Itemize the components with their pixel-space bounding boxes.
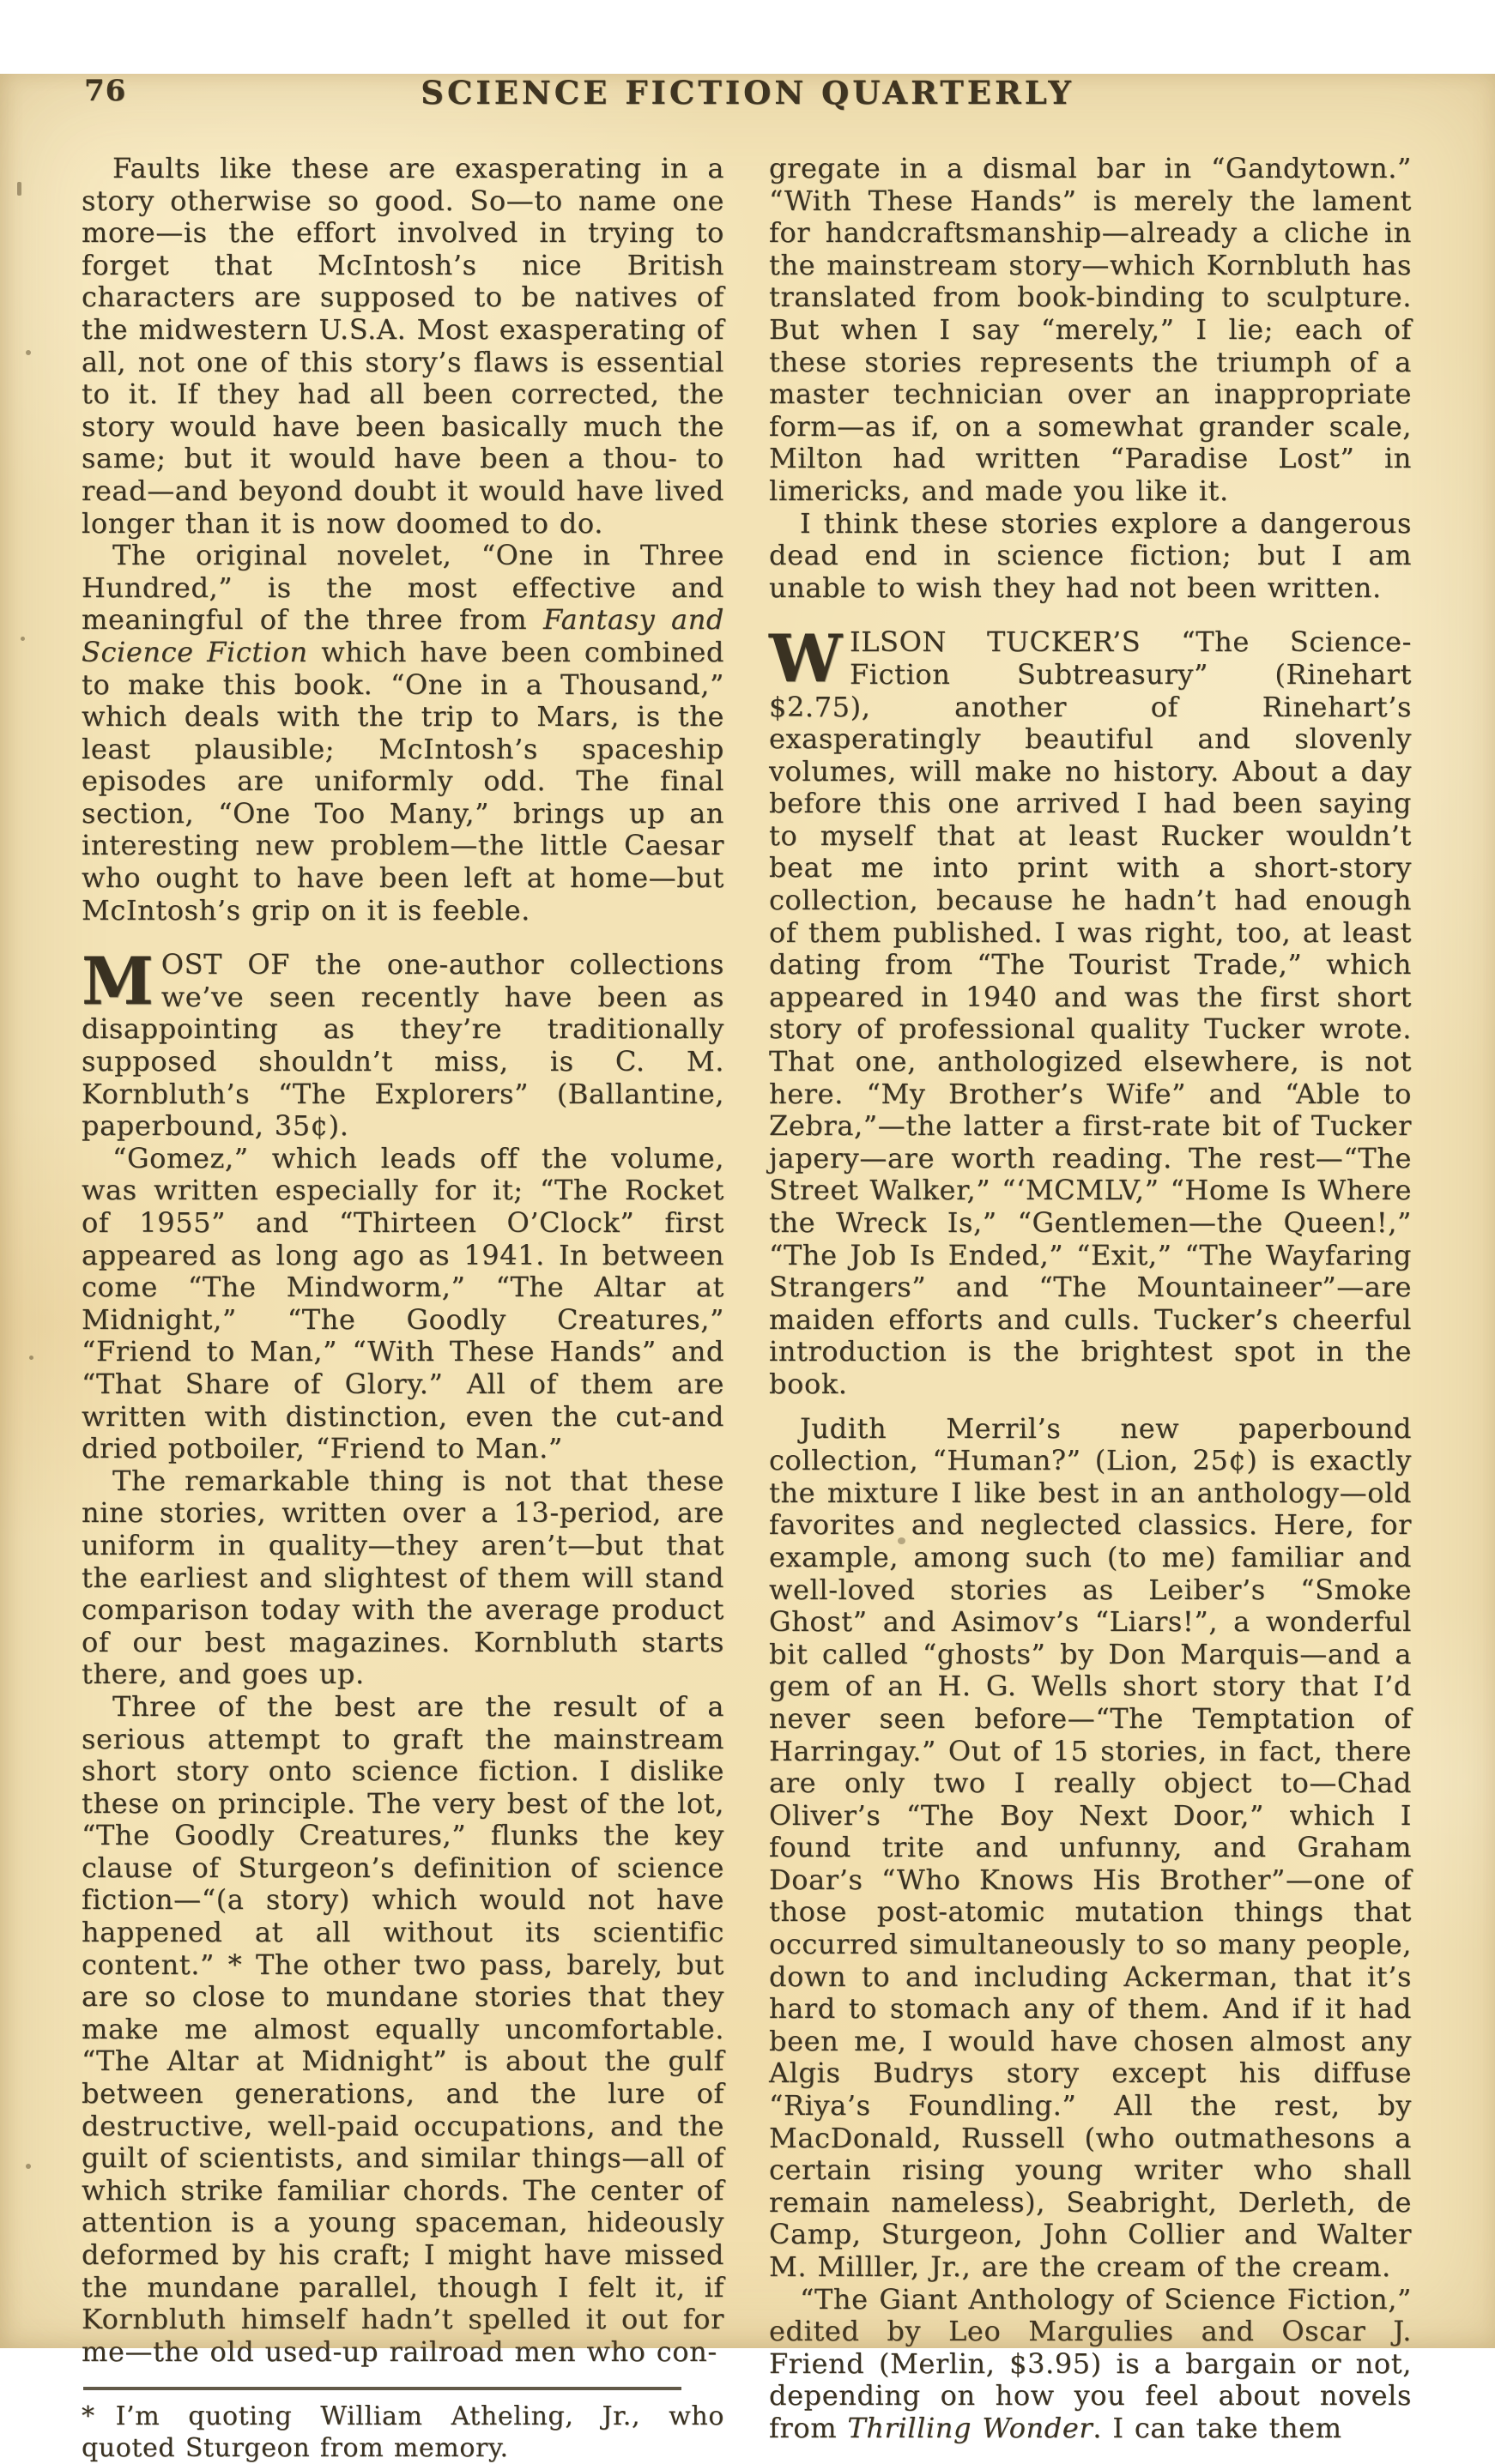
footnote <box>82 2387 724 2464</box>
scan-speck <box>17 182 21 196</box>
dropcap-letter: M <box>82 943 154 1020</box>
text-run: . I can take them <box>1092 2411 1342 2444</box>
scan-speck <box>26 350 31 355</box>
text-run: “Gomez,” which leads off the volume, was written especially for it; “The Rocket of 1955” and “Thirteen O’Clock” first appeared as long ago as 1941. In between come “The Mindworm,” “The Altar at Midnight,” “The Goodly Creatures,” “Friend to Man,” “With These Hands” and “That Share of Glory.” All of them are written with distinction, even the cut-and dried potboiler, “Friend to Man.” <box>82 1141 724 1465</box>
scan-speck <box>29 1356 33 1360</box>
paragraph <box>82 1691 724 2368</box>
text-run: which have been combined to make this book. “One in a Thousand,” which deals with the trip to Mars, is the least plausible; McIntosh’s spaceship episodes are uniformly odd. The final section, “One Too Many,” brings up an interesting new problem—the little Caesar who ought to have been left at home—but McIntosh’s grip on it is feeble. <box>82 635 725 927</box>
italic-title: Fantasy and Science Fiction <box>82 603 724 668</box>
scan-speck <box>21 637 25 641</box>
scan-speck <box>898 1537 905 1544</box>
text-run: Faults like these are exasperating in a story otherwise so good. So—to name one more—is the effort involved in trying to forget that McIntosh’s nice British characters are supposed to be natives of the midwestern U.S.A. Most exasperating of all, not one of this story’s flaws is essential to it. If they had all been corrected, the story would have been basically much the same; but it would have been a thou- to read—and beyond doubt it would have lived longer than it is now doomed to do. <box>82 152 724 540</box>
magazine-page <box>0 74 1495 2464</box>
text-run: “The Giant Anthology of Science Fiction,” edited by Leo Margulies and Oscar J. Friend (Merlin, $3.95) is a bargain or not, depending on how you feel about novels from <box>769 2282 1412 2444</box>
paragraph <box>769 620 1412 1400</box>
italic-title: Thrilling Wonder <box>847 2411 1093 2444</box>
paragraph <box>82 153 724 540</box>
text-run: ILSON TUCKER’S “The Science-Fiction Subtreasury” (Rinehart $2.75), another of Rinehart’s exasperatingly beautiful and slovenly volumes, will make no history. About a day before this one arrived I had been saying to myself that at least Rucker wouldn’t beat me into print with a short-story collection, because he hadn’t had enough of them published. I was right, too, at least dating from “The Tourist Trade,” which appeared in 1940 and was the first short story of professional quality Tucker wrote. That one, anthologized elsewhere, is not here. “My Brother’s Wife” and “Able to Zebra,”—the latter a first-rate bit of Tucker japery—are worth reading. The rest—“The Street Walker,” “‘MCMLV,” “Home Is Where the Wreck Is,” “Gentlemen—the Queen!,” “The Job Is Ended,” “Exit,” “The Wayfaring Strangers” and “The Mountaineer”—are maiden efforts and culls. Tucker’s cheerful introduction is the brightest spot in the book. <box>769 625 1412 1400</box>
paragraph <box>769 153 1412 508</box>
paragraph <box>82 943 724 1143</box>
page-body <box>82 153 1412 2464</box>
page-title: SCIENCE FICTION QUARTERLY <box>421 74 1074 112</box>
paragraph <box>769 508 1412 605</box>
text-run: I think these stories explore a dangerous dead end in science fiction; but I am unable to wish they had not been written. <box>769 506 1412 604</box>
paragraph <box>769 1413 1412 2284</box>
paragraph <box>769 2284 1412 2445</box>
footnote-text: * I’m quoting William Atheling, Jr., who quoted Sturgeon from memory. <box>82 2401 724 2464</box>
text-run: Judith Merril’s new paperbound collection, “Human?” (Lion, 25¢) is exactly the mixture I like best in an anthology—old favorites and neglected classics. Here, for example, among such (to me) familiar and well-loved stories as Leiber’s “Smoke Ghost” and Asimov’s “Liars!”, a wonderful bit called “ghosts” by Don Marquis—and a gem of an H. G. Wells short story that I’d never seen before—“The Temptation of Harringay.” Out of 15 stories, in fact, there are only two I really object to—Chad Oliver’s “The Boy Next Door,” which I found trite and unfunny, and Graham Doar’s “Who Knows His Brother”—one of those post-atomic mutation things that occurred simultaneously to so many people, down to and including Ackerman, that it’s hard to stomach any of them. And if it had been me, I would have chosen almost any Algis Budrys story except his diffuse “Riya’s Foundling.” All the rest, by MacDonald, Russell (who outmathesons a certain rising young writer who shall remain nameless), Seabright, Derleth, de Camp, Sturgeon, John Collier and Walter M. Milller, Jr., are the cream of the cream. <box>769 1411 1412 2283</box>
paragraph <box>82 1465 724 1691</box>
page-number: 76 <box>84 74 127 108</box>
paragraph <box>82 1143 724 1465</box>
column-left <box>82 153 724 2464</box>
page-header <box>82 74 1412 113</box>
text-run: gregate in a dismal bar in “Gandytown.” “With These Hands” is merely the lament for handcraftsmanship—already a cliche in the mainstream story—which Kornbluth has translated from book-binding to sculpture. But when I say “merely,” I lie; each of these stories represents the triumph of a master technician over an inappropriate form—as if, on a somewhat grander scale, Milton had written “Paradise Lost” in limericks, and made you like it. <box>769 152 1412 507</box>
text-run: The original novelet, “One in Three Hundred,” is the most effective and meaningful of the three from <box>82 539 724 637</box>
text-run: The remarkable thing is not that these nine stories, written over a 13-period, are uniform in quality—they aren’t—but that the earliest and slightest of them will stand comparison today with the average product of our best magazines. Kornbluth starts there, and goes up. <box>82 1464 724 1691</box>
column-right <box>769 153 1412 2464</box>
scan-speck <box>26 2164 31 2169</box>
text-run: OST OF the one-author collections we’ve seen recently have been as disappointing as they’re traditionally supposed shouldn’t miss, is C. M. Kornbluth’s “The Explorers” (Ballantine, paperbound, 35¢). <box>82 948 724 1143</box>
paragraph <box>82 540 724 927</box>
footnote-rule <box>83 2387 681 2390</box>
text-run: Three of the best are the result of a serious attempt to graft the mainstream short story onto science fiction. I dislike these on principle. The very best of the lot, “The Goodly Creatures,” flunks the key clause of Sturgeon’s definition of science fiction—“(a story) which would not have happened at all without its scientific content.” * The other two pass, barely, but are so close to mundane stories that they make me almost equally uncomfortable. “The Altar at Midnight” is about the gulf between generations, and the lure of destructive, well-paid occupations, and the guilt of scientists, and similar things—all of which strike familiar chords. The center of attention is a young spaceman, hideously deformed by his craft; I might have missed the mundane parallel, though I felt it, if Kornbluth himself hadn’t spelled it out for me—the old used-up railroad men who con- <box>82 1689 724 2368</box>
dropcap-letter: W <box>769 620 843 698</box>
footnote-marker: * <box>82 2401 95 2432</box>
